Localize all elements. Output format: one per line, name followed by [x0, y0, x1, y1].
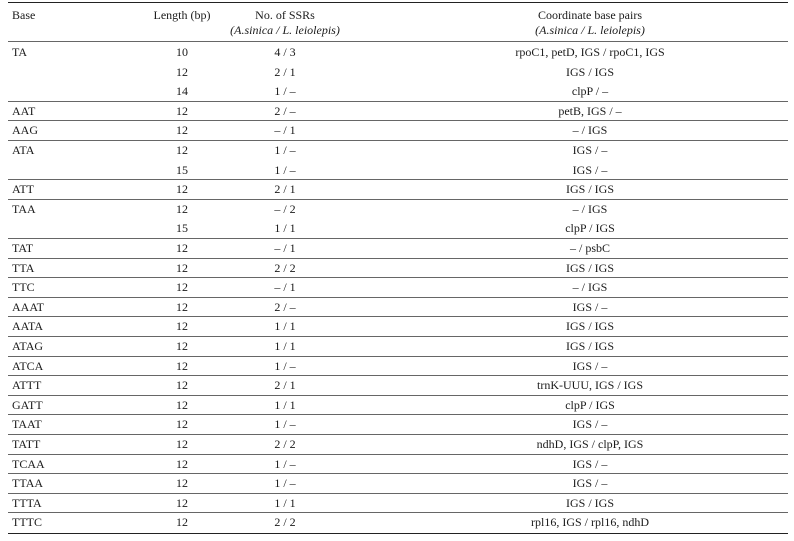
cell-coordinates: clpP / IGS — [565, 221, 615, 236]
cell-length: 12 — [176, 476, 188, 491]
cell-length: 12 — [176, 280, 188, 295]
table-bottom-rule — [8, 533, 788, 534]
header-length: Length (bp) — [153, 8, 211, 22]
table-row — [0, 121, 794, 140]
cell-length: 12 — [176, 515, 188, 530]
table-row — [0, 494, 794, 513]
cell-base: TATT — [12, 437, 41, 451]
cell-length: 12 — [176, 397, 188, 412]
cell-length: 15 — [176, 221, 188, 236]
cell-base: TCAA — [12, 456, 45, 471]
cell-ssr-count: 1 / 1 — [274, 397, 296, 412]
cell-ssr-count: 1 / – — [274, 417, 296, 432]
table-row — [0, 82, 794, 101]
cell-ssr-count: 2 / 1 — [274, 378, 296, 393]
cell-base: TTTA — [12, 495, 42, 510]
cell-ssr-count: 2 / – — [274, 299, 296, 314]
cell-ssr-count: 2 / 2 — [274, 260, 296, 275]
table-row — [0, 161, 794, 180]
table-row — [0, 141, 794, 160]
table-row — [0, 102, 794, 121]
cell-coordinates: IGS / IGS — [565, 339, 614, 353]
cell-coordinates: IGS / IGS — [565, 319, 614, 334]
cell-base: TTA — [12, 260, 35, 275]
cell-length: 12 — [176, 260, 188, 275]
table-row — [0, 396, 794, 415]
table-row — [0, 200, 794, 219]
header-coordinates: Coordinate base pairs — [538, 8, 642, 22]
cell-ssr-count: 1 / – — [274, 162, 296, 177]
cell-ssr-count: 2 / – — [274, 103, 296, 118]
table-row — [0, 63, 794, 82]
cell-ssr-count: 1 / – — [274, 456, 296, 471]
cell-base: AAAT — [12, 299, 44, 314]
header-ssr-species: (A.sinica / L. leiolepis) — [230, 23, 340, 37]
cell-base: TA — [12, 45, 28, 59]
cell-base: TAT — [12, 241, 34, 255]
cell-length: 12 — [176, 123, 188, 138]
cell-length: 12 — [176, 299, 188, 314]
cell-coordinates: – / psbC — [569, 241, 610, 255]
table-row — [0, 357, 794, 376]
cell-coordinates: rpl16, IGS / rpl16, ndhD — [531, 515, 649, 530]
cell-ssr-count: 4 / 3 — [274, 45, 296, 59]
cell-coordinates: IGS / – — [572, 456, 608, 471]
cell-ssr-count: 2 / 2 — [274, 437, 296, 451]
cell-coordinates: – / IGS — [572, 280, 608, 295]
cell-coordinates: – / IGS — [572, 201, 608, 216]
cell-base: TAA — [12, 201, 36, 216]
cell-base: TTTC — [12, 515, 42, 530]
table-row — [0, 435, 794, 454]
header-coordinates-species: (A.sinica / L. leiolepis) — [535, 23, 645, 37]
cell-base: TTC — [12, 280, 35, 295]
cell-coordinates: ndhD, IGS / clpP, IGS — [536, 437, 644, 451]
table-row — [0, 278, 794, 297]
cell-length: 12 — [176, 319, 188, 334]
cell-length: 12 — [176, 182, 188, 197]
cell-length: 10 — [176, 45, 188, 59]
cell-coordinates: IGS / – — [572, 162, 608, 177]
table-row — [0, 298, 794, 317]
cell-coordinates: trnK-UUU, IGS / IGS — [537, 378, 643, 393]
table-row — [0, 337, 794, 356]
cell-base: ATT — [12, 182, 34, 197]
table-row — [0, 455, 794, 474]
table-row — [0, 376, 794, 395]
cell-length: 12 — [176, 143, 188, 157]
cell-base: TTAA — [12, 476, 44, 491]
table-row — [0, 317, 794, 336]
cell-coordinates: IGS / – — [572, 143, 608, 157]
cell-ssr-count: 1 / 1 — [274, 339, 296, 353]
cell-coordinates: clpP / IGS — [565, 397, 615, 412]
cell-ssr-count: 2 / 2 — [274, 515, 296, 530]
cell-base: ATTT — [12, 378, 42, 393]
cell-length: 12 — [176, 495, 188, 510]
header-base: Base — [12, 8, 36, 22]
cell-ssr-count: – / 1 — [274, 123, 296, 138]
table-row — [0, 239, 794, 258]
cell-length: 12 — [176, 437, 188, 451]
cell-coordinates: petB, IGS / – — [558, 103, 622, 118]
cell-length: 12 — [176, 103, 188, 118]
cell-ssr-count: 1 / 1 — [274, 319, 296, 334]
cell-coordinates: IGS / – — [572, 476, 608, 491]
cell-base: GATT — [12, 397, 43, 412]
cell-base: AAT — [12, 103, 36, 118]
table-row — [0, 415, 794, 434]
table-row — [0, 474, 794, 493]
cell-coordinates: rpoC1, petD, IGS / rpoC1, IGS — [515, 45, 665, 59]
cell-base: ATA — [12, 143, 35, 157]
cell-length: 12 — [176, 378, 188, 393]
table-top-rule — [8, 2, 788, 3]
cell-coordinates: IGS / – — [572, 358, 608, 373]
cell-length: 12 — [176, 339, 188, 353]
cell-length: 12 — [176, 201, 188, 216]
cell-ssr-count: – / 2 — [274, 201, 296, 216]
cell-base: AAG — [12, 123, 38, 138]
cell-base: ATCA — [12, 358, 44, 373]
cell-coordinates: IGS / IGS — [565, 64, 614, 79]
cell-length: 12 — [176, 417, 188, 432]
cell-length: 12 — [176, 241, 188, 255]
table-row — [0, 259, 794, 278]
cell-coordinates: IGS / IGS — [565, 182, 614, 197]
cell-ssr-count: 1 / 1 — [274, 221, 296, 236]
cell-ssr-count: 2 / 1 — [274, 64, 296, 79]
table-row — [0, 43, 794, 62]
cell-ssr-count: 1 / – — [274, 143, 296, 157]
cell-ssr-count: – / 1 — [274, 241, 296, 255]
cell-ssr-count: – / 1 — [274, 280, 296, 295]
table-row — [0, 219, 794, 238]
table-row — [0, 513, 794, 532]
cell-coordinates: IGS / – — [572, 417, 608, 432]
cell-length: 14 — [176, 84, 188, 99]
cell-coordinates: IGS / – — [572, 299, 608, 314]
cell-length: 12 — [176, 64, 188, 79]
cell-base: AATA — [12, 319, 44, 334]
table-row — [0, 180, 794, 199]
cell-base: ATAG — [12, 339, 44, 353]
cell-ssr-count: 1 / – — [274, 358, 296, 373]
cell-coordinates: IGS / IGS — [565, 495, 614, 510]
cell-base: TAAT — [12, 417, 42, 432]
header-ssr-count: No. of SSRs — [255, 8, 315, 22]
cell-length: 12 — [176, 456, 188, 471]
cell-coordinates: – / IGS — [572, 123, 608, 138]
cell-coordinates: clpP / – — [571, 84, 609, 99]
cell-coordinates: IGS / IGS — [565, 260, 614, 275]
cell-ssr-count: 1 / – — [274, 84, 296, 99]
cell-ssr-count: 1 / 1 — [274, 495, 296, 510]
cell-length: 12 — [176, 358, 188, 373]
cell-ssr-count: 2 / 1 — [274, 182, 296, 197]
cell-length: 15 — [176, 162, 188, 177]
header-bottom-rule — [8, 41, 788, 42]
cell-ssr-count: 1 / – — [274, 476, 296, 491]
